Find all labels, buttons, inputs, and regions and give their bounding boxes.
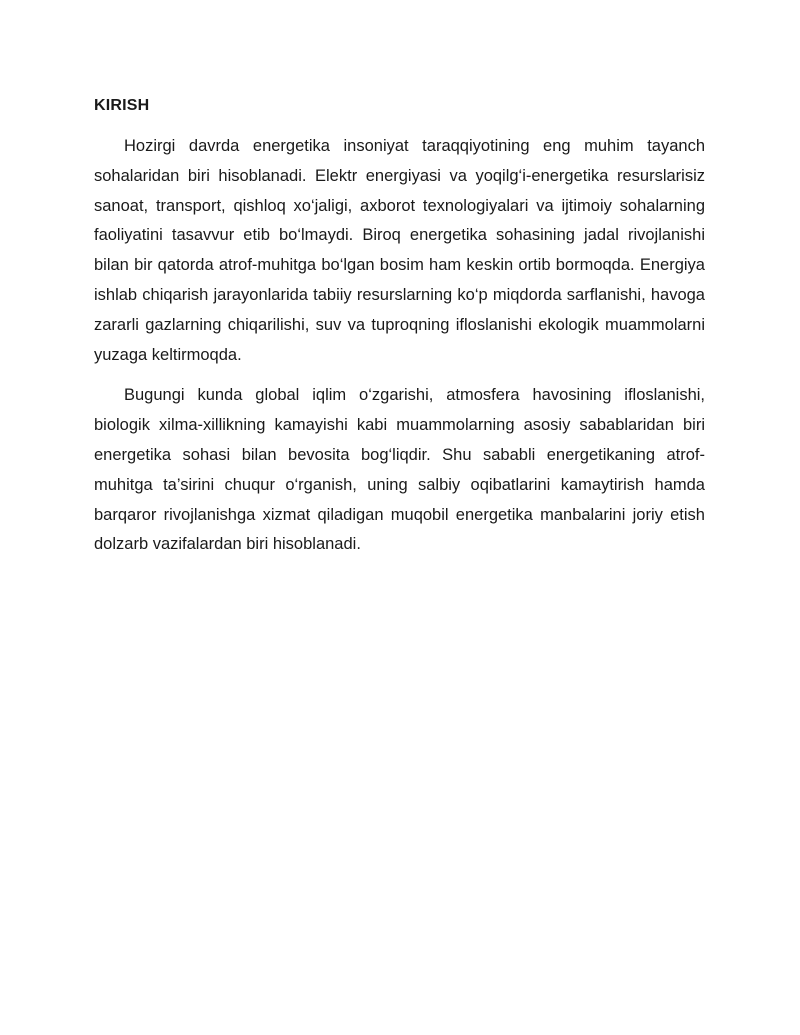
paragraph-2: Bugungi kunda global iqlim o‘zgarishi, atmosfera havosining ifloslanishi, biologik xilma-xillikning kamayishi kabi muammolarning asosiy sabablaridan biri energetika sohasi bilan bevosita bog‘liqdir. Shu sababli energetikaning atrof-muhitga ta’sirini chuqur o‘rganish, uning salbiy oqibatlarini kamaytirish hamda barqaror rivojlanishga xizmat qiladigan muqobil energetika manbalarini joriy etish dolzarb vazifalardan biri hisoblanadi. xyxy=(94,386,705,554)
document-body xyxy=(94,94,705,571)
paragraph-1: Hozirgi davrda energetika insoniyat taraqqiyotining eng muhim tayanch sohalaridan biri hisoblanadi. Elektr energiyasi va yoqilg‘i-energetika resurslarisiz sanoat, transport, qishloq xo‘jaligi, axborot texnologiyalari va ijtimoiy sohalarning faoliyatini tasavvur etib bo‘lmaydi. Biroq energetika sohasining jadal rivojlanishi bilan bir qatorda atrof-muhitga bo‘lgan bosim ham keskin ortib bormoqda. Energiya ishlab chiqarish jarayonlarida tabiiy resurslarning ko‘p miqdorda sarflanishi, havoga zararli gazlarning chiqarilishi, suv va tuproqning ifloslanishi ekologik muammolarni yuzaga keltirmoqda. xyxy=(94,137,705,364)
section-heading: KIRISH xyxy=(94,97,150,114)
